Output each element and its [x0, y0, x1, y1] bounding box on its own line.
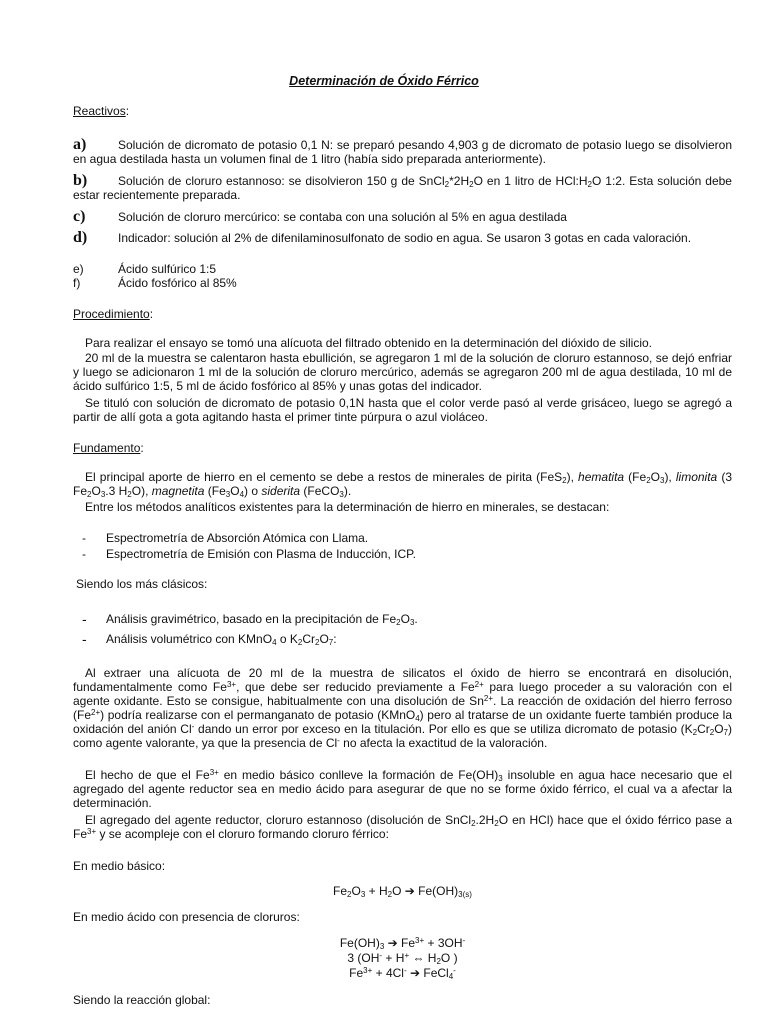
fundamento-paragraph-2: Entre los métodos analíticos existentes para la determinación de hierro en minerales, se destacan: — [85, 500, 610, 514]
medio-acido-label: En medio ácido con presencia de cloruros: — [73, 910, 300, 924]
reactivo-f: f) Ácido fosfórico al 85% — [73, 276, 237, 290]
list-item: - Análisis volumétrico con KMnO$_4$ o $K_2Cr_2O_7$: — [82, 631, 337, 647]
equation-3: 3 (OH- + H+ ⇔ $H_2O$ ) — [347, 951, 458, 966]
reactivo-d — [73, 231, 732, 245]
list-item: - Análisis gravimétrico, basado en la precipitación de $Fe_2O_3$. — [82, 611, 418, 627]
reactivo-c-text: Solución de cloruro mercúrico: se contaba con una solución al 5% en agua destilada — [118, 210, 567, 224]
reactivo-a-letter: a) — [73, 136, 87, 153]
procedimiento-heading: Procedimiento: — [73, 307, 154, 321]
reactivo-a-text: Solución de dicromato de potasio 0,1 N: se preparó pesando 4,903 g de dicromato de potasio luego se disolvieron en agua destilada hasta un volumen final de 1 litro (había sido preparada anteriormente). — [73, 138, 732, 166]
reactivo-e: e) Ácido sulfúrico 1:5 — [73, 262, 217, 276]
reactivo-b: b) Solución de cloruro estannoso: se disolvieron 150 g de $SnCl_2*2H_2O$ en 1 litro de $HCl:H_2O$ 1:2. Esta solución debe estar recientemente preparada. — [73, 172, 732, 202]
reactivo-b-letter: b) — [73, 172, 88, 189]
fundamento-paragraph-6: El agregado del agente reductor, cloruro estannoso (disolución de $SnCl_2.2H_2O$ en HCl) hace que el óxido férrico pase a $Fe^{3+}$ y se acompleje con el cloruro formando cloruro férrico: — [73, 813, 732, 841]
reactivos-heading: Reactivos: — [73, 104, 130, 118]
fundamento-paragraph-4: Al extraer una alícuota de 20 ml de la muestra de silicatos el óxido de hierro se encontrará en disolución, fundamentalmente como $Fe^{3+}$, que debe ser reducido previamente a $Fe^{2+}$ para luego proceder a su valoración con el agente oxidante. Esto se consigue, habitualmente con una disolución de $Sn^{2+}$. La reacción de oxidación del hierro ferroso $(Fe^{2+})$ podría realizarse con el permanganato de potasio (KMnO$_4$) pero al tratarse de un oxidante fuerte también produce la oxidación del anión Cl- dando un error por exceso en la titulación. Por ello es que se utiliza dicromato de potasio $(K_2Cr_2O_7)$ como agente valorante, ya que la presencia de Cl- no afecta la exactitud de la valoración. — [73, 666, 733, 750]
procedimiento-paragraph-2: 20 ml de la muestra se calentaron hasta ebullición, se agregaron 1 ml de la solución de cloruro estannoso, se dejó enfriar y luego se adicionaron 1 ml de la solución de cloruro mercúrico, además se agregaron 200 ml de agua destilada, 10 ml de ácido sulfúrico 1:5, 5 ml de ácido fosfórico al 85% y unas gotas del indicador. — [73, 351, 732, 393]
equation-4: $Fe^{3+} + 4Cl^-$ ➔ FeCl$_4$- — [349, 966, 456, 981]
arrow-icon: ➔ — [404, 884, 415, 898]
reactivo-a — [73, 138, 732, 166]
equation-1: $Fe_2O_3 + H_2O$ ➔ $Fe(OH)_{3(s)}$ — [333, 884, 472, 899]
reactivo-c-letter: c) — [73, 208, 86, 225]
list-item: - Espectrometría de Emisión con Plasma de Inducción, ICP. — [82, 547, 416, 561]
fundamento-heading: Fundamento: — [73, 441, 144, 455]
classic-methods-list — [73, 612, 732, 646]
reactivo-c — [73, 210, 732, 224]
medio-basico-label: En medio básico: — [73, 859, 166, 873]
procedimiento-paragraph-1: Para realizar el ensayo se tomó una alícuota del filtrado obtenido en la determinación del dióxido de silicio. — [85, 336, 653, 350]
fundamento-paragraph-3: Siendo los más clásicos: — [76, 577, 208, 591]
reactivo-d-letter: d) — [73, 229, 88, 246]
methods-list — [73, 531, 732, 561]
arrow-icon: ➔ — [387, 936, 398, 950]
reactivo-d-text: Indicador: solución al 2% de difenilaminosulfonato de sodio en agua. Se usaron 3 gotas en cada valoración. — [118, 231, 692, 245]
equation-2: $Fe(OH)_3$ ➔ $Fe^{3+} + 3OH^-$ — [339, 936, 466, 951]
arrow-icon: ➔ — [409, 966, 421, 980]
procedimiento-paragraph-3: Se tituló con solución de dicromato de potasio 0,1N hasta que el color verde pasó al verde grisáceo, luego se agregó a partir de allí gota a gota agitando hasta el primer tinte púrpura o azul violáceo. — [73, 396, 732, 424]
reaccion-global-label: Siendo la reacción global: — [73, 993, 211, 1007]
page-title: Determinación de Óxido Férrico — [289, 74, 479, 88]
fundamento-paragraph-1: El principal aporte de hierro en el cemento se debe a restos de minerales de pirita (FeS$_2$), hematita $(Fe_2O_3)$, limonita (3 $Fe_2O_3.3$ $H_2O$), magnetita $(Fe_3O_4)$ o siderita (FeCO$_3$). — [73, 470, 733, 499]
fundamento-paragraph-5: El hecho de que el $Fe^{3+}$ en medio básico conlleve la formación de $Fe(OH)_3$ insoluble en agua hace necesario que el agregado del agente reductor sea en medio ácido para asegurar de que no se forme óxido férrico, el cual va a afectar la determinación. — [73, 768, 733, 810]
list-item: - Espectrometría de Absorción Atómica con Llama. — [82, 531, 369, 545]
